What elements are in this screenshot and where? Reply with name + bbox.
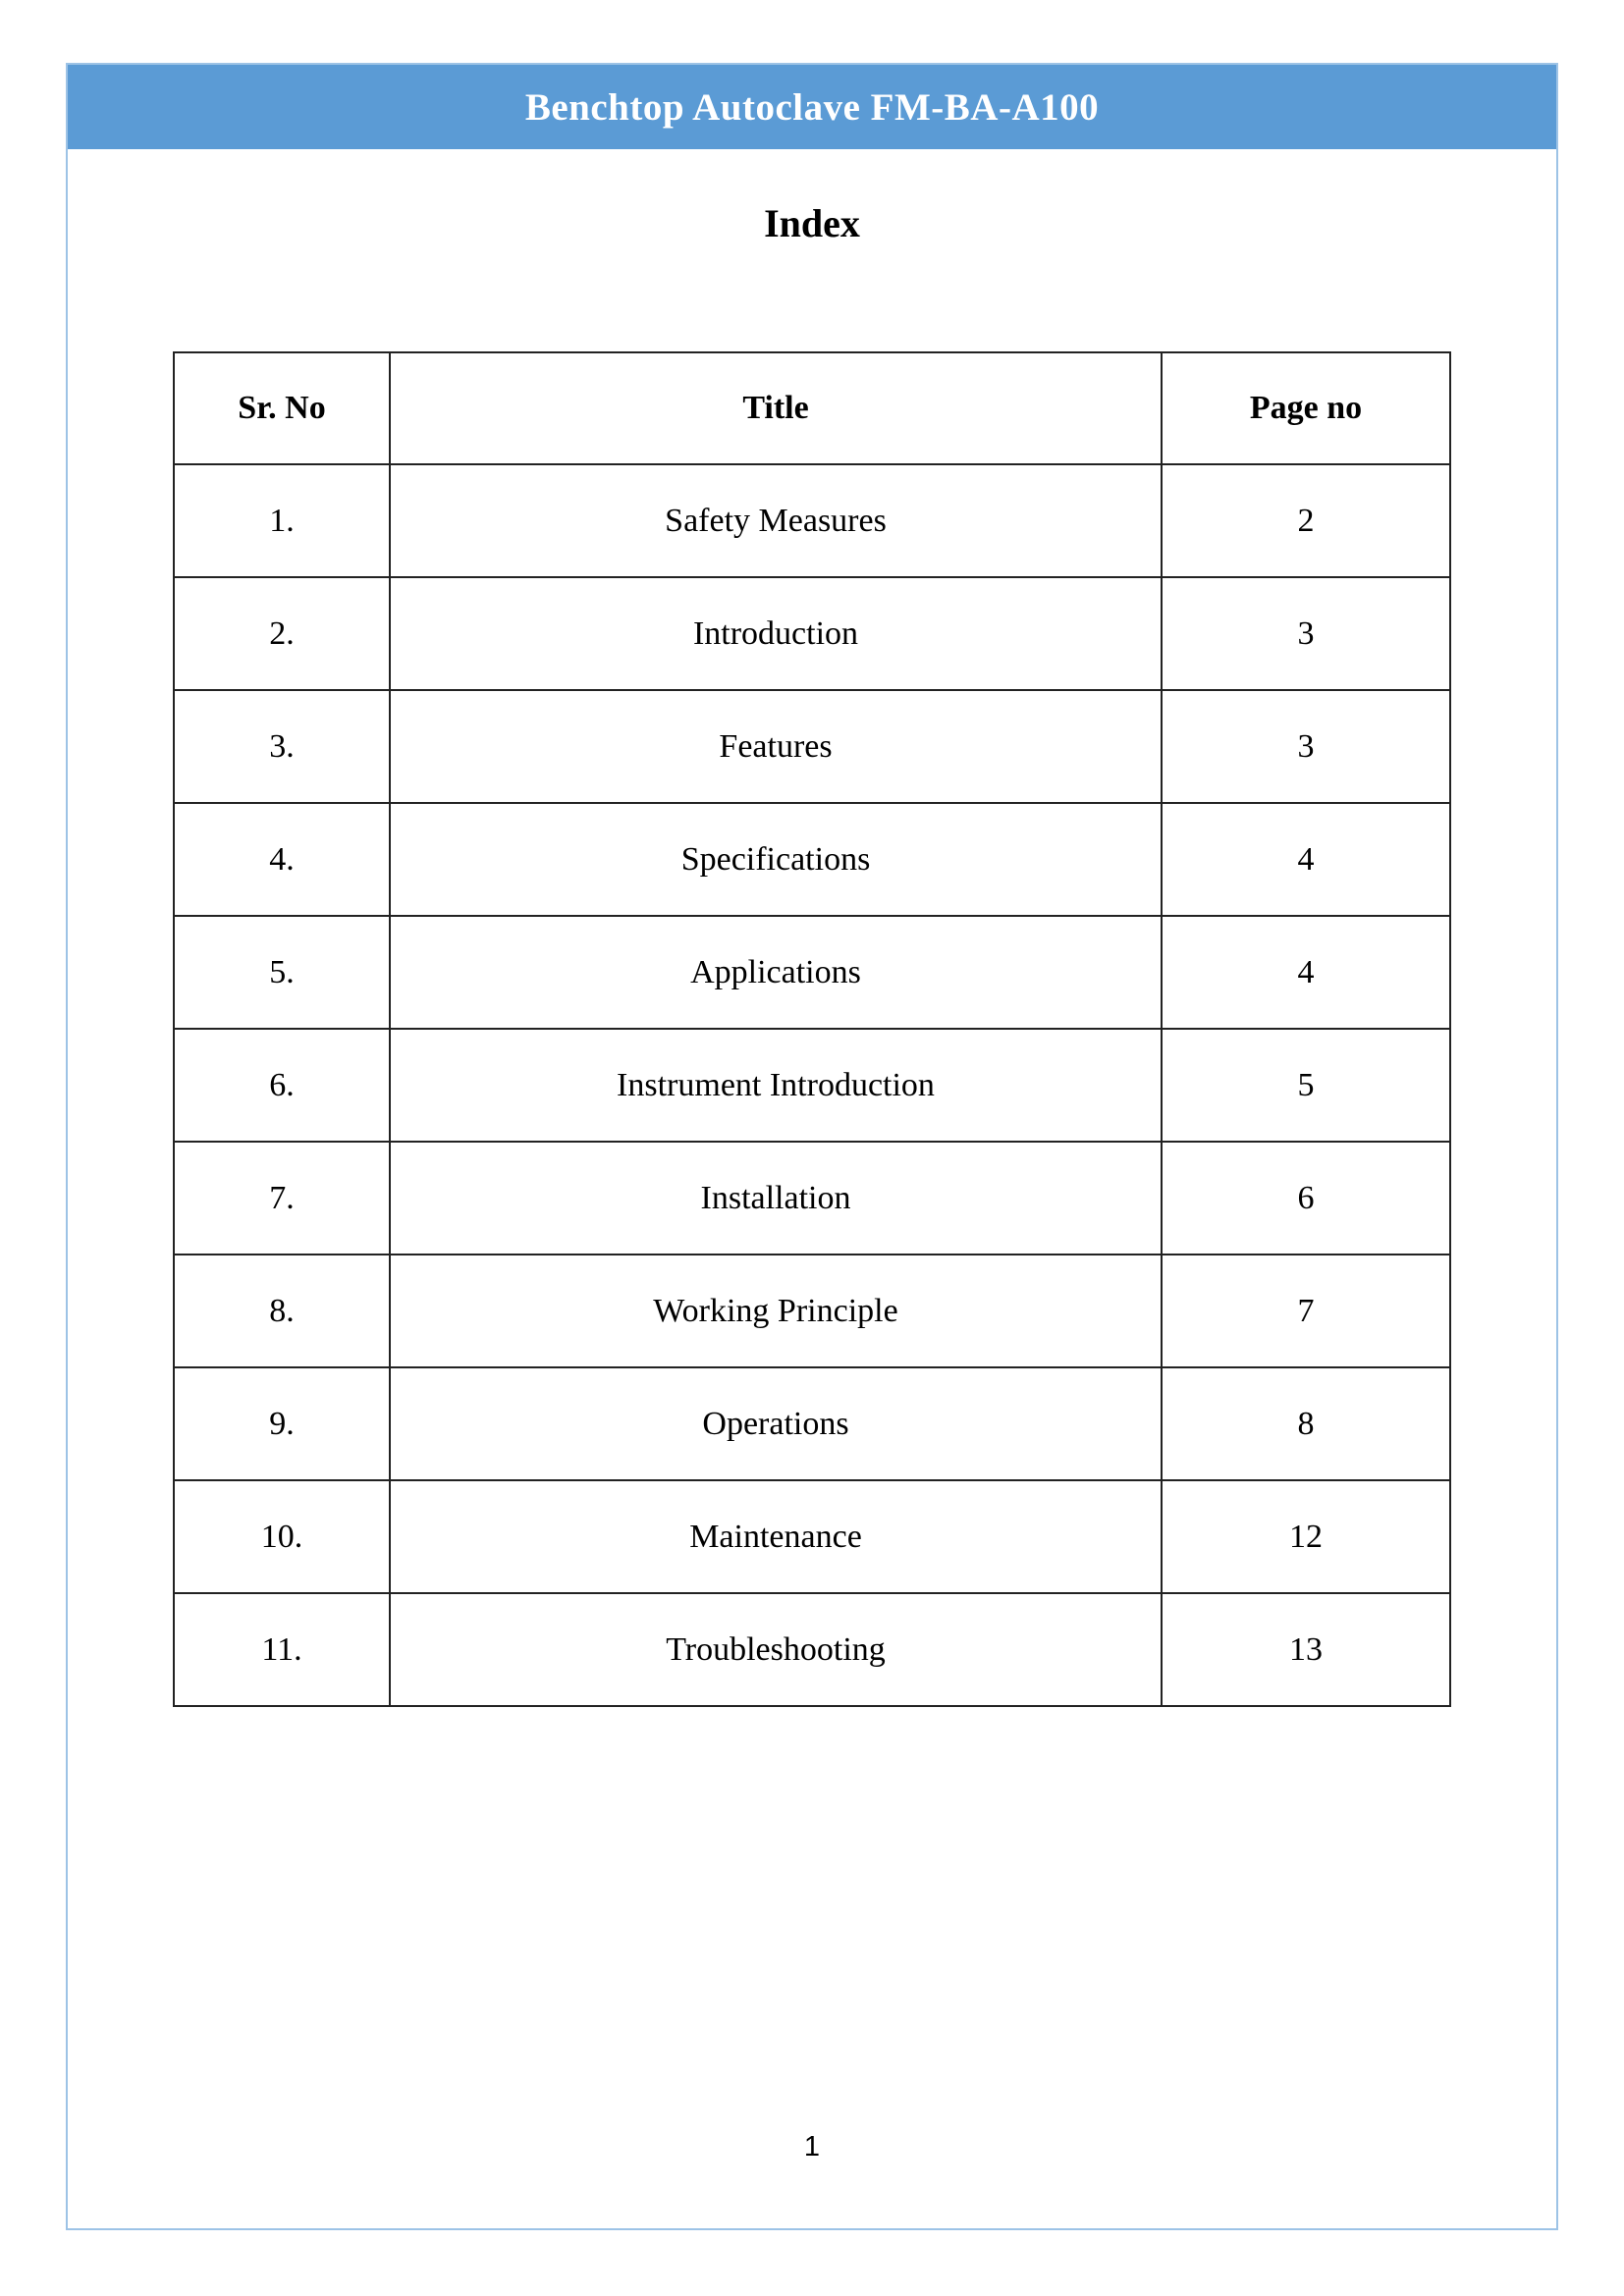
- page-number: 1: [803, 2131, 821, 2163]
- col-header-title: Title: [390, 352, 1162, 464]
- row-title: Introduction: [390, 577, 1162, 690]
- table-row: [174, 1480, 1450, 1593]
- table-row: [174, 1255, 1450, 1367]
- row-title: Safety Measures: [390, 464, 1162, 577]
- row-page-no: 8: [1162, 1367, 1450, 1480]
- row-page-no: 13: [1162, 1593, 1450, 1706]
- table-row: [174, 803, 1450, 916]
- document-title: Benchtop Autoclave FM-BA-A100: [524, 85, 1100, 129]
- row-sr-no: 8.: [174, 1255, 390, 1367]
- row-title: Installation: [390, 1142, 1162, 1255]
- row-title: Instrument Introduction: [390, 1029, 1162, 1142]
- table-row: [174, 1029, 1450, 1142]
- page-frame: [66, 63, 1558, 2230]
- row-title: Applications: [390, 916, 1162, 1029]
- row-title: Working Principle: [390, 1255, 1162, 1367]
- toc-header-row: [174, 352, 1450, 464]
- table-row: [174, 690, 1450, 803]
- row-sr-no: 9.: [174, 1367, 390, 1480]
- row-title: Specifications: [390, 803, 1162, 916]
- col-header-sr-no: Sr. No: [174, 352, 390, 464]
- row-sr-no: 10.: [174, 1480, 390, 1593]
- toc-table: [173, 351, 1451, 1707]
- row-sr-no: 2.: [174, 577, 390, 690]
- col-header-page-no: Page no: [1162, 352, 1450, 464]
- row-title: Maintenance: [390, 1480, 1162, 1593]
- row-sr-no: 5.: [174, 916, 390, 1029]
- row-sr-no: 1.: [174, 464, 390, 577]
- row-sr-no: 6.: [174, 1029, 390, 1142]
- row-page-no: 5: [1162, 1029, 1450, 1142]
- row-sr-no: 11.: [174, 1593, 390, 1706]
- row-title: Operations: [390, 1367, 1162, 1480]
- row-page-no: 2: [1162, 464, 1450, 577]
- table-row: [174, 1593, 1450, 1706]
- index-heading: Index: [764, 201, 860, 245]
- table-row: [174, 916, 1450, 1029]
- row-sr-no: 4.: [174, 803, 390, 916]
- row-title: Features: [390, 690, 1162, 803]
- row-page-no: 4: [1162, 916, 1450, 1029]
- table-row: [174, 1367, 1450, 1480]
- table-row: [174, 577, 1450, 690]
- row-title: Troubleshooting: [390, 1593, 1162, 1706]
- row-page-no: 3: [1162, 690, 1450, 803]
- document-header-bar: [68, 65, 1556, 149]
- row-page-no: 3: [1162, 577, 1450, 690]
- row-page-no: 12: [1162, 1480, 1450, 1593]
- row-sr-no: 7.: [174, 1142, 390, 1255]
- toc-table-body: [174, 464, 1450, 1706]
- row-sr-no: 3.: [174, 690, 390, 803]
- row-page-no: 7: [1162, 1255, 1450, 1367]
- table-row: [174, 1142, 1450, 1255]
- row-page-no: 6: [1162, 1142, 1450, 1255]
- table-row: [174, 464, 1450, 577]
- row-page-no: 4: [1162, 803, 1450, 916]
